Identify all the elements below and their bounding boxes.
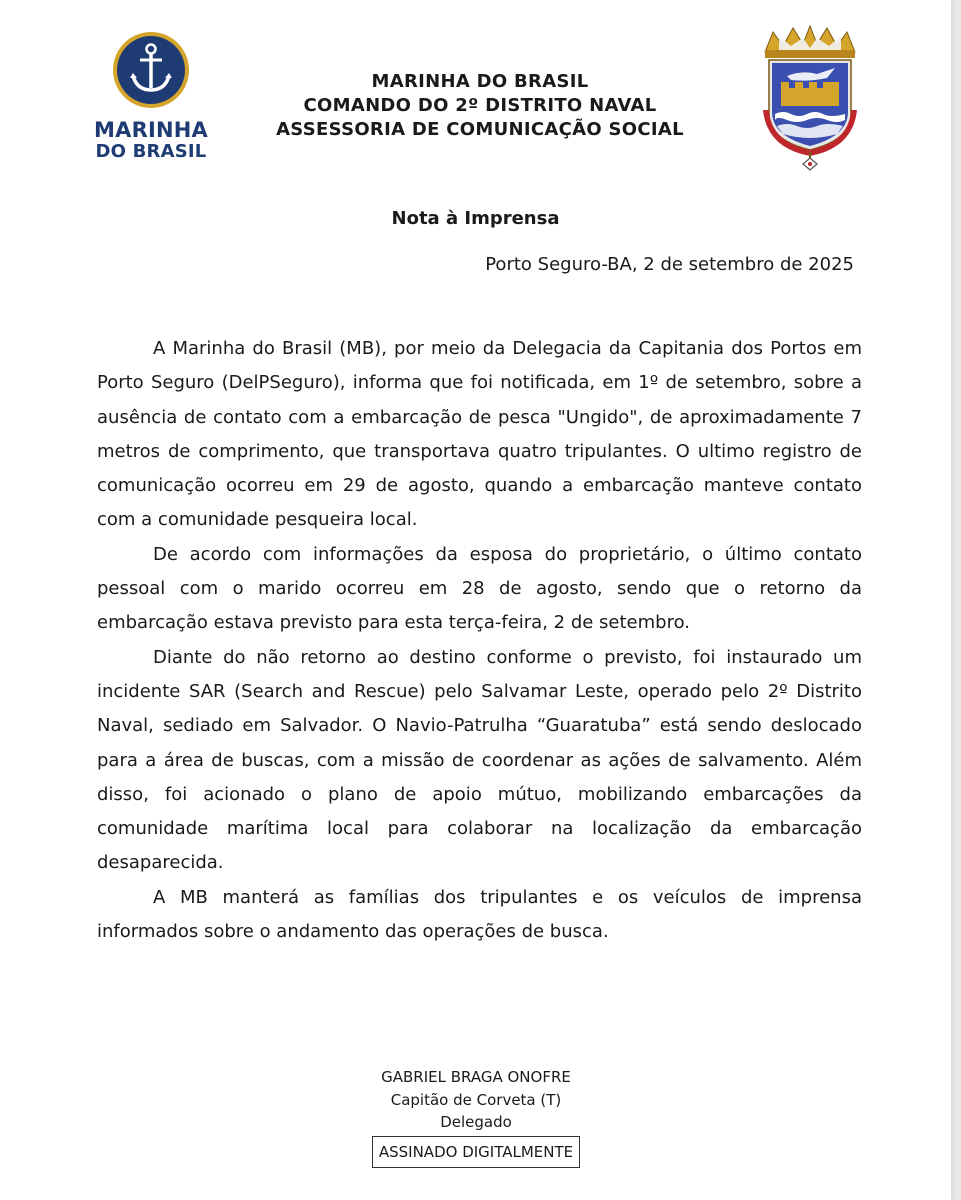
paragraph: De acordo com informações da esposa do proprietário, o último contato pessoal com o marido ocorreu em 28 de agosto, sendo que o retorno da embarcação estava previsto para esta terça-feira, 2 de setembro. (97, 543, 862, 634)
paragraph: Diante do não retorno ao destino conforme o previsto, foi instaurado um incidente SAR (Search and Rescue) pelo Salvamar Leste, operado pelo 2º Distrito Naval, sediado em Salvador. O Navio-Patrulha “Guaratuba” está sendo deslocado para a área de buscas, com a missão de coordenar as ações de salvamento. Além disso, foi acionado o plano de apoio mútuo, mobilizando embarcações da comunidade marítima local para colaborar na localização da embarcação desaparecida. (97, 646, 862, 874)
paragraph: A MB manterá as famílias dos tripulantes e os veículos de imprensa informados sobre o andamento das operações de busca. (97, 886, 862, 943)
letterhead (230, 70, 730, 142)
header-line1: MARINHA DO BRASIL (371, 71, 589, 92)
marinha-wordmark (92, 120, 210, 162)
digital-signature-stamp: ASSINADO DIGITALMENTE (372, 1136, 580, 1168)
signatory-name: GABRIEL BRAGA ONOFRE (381, 1068, 571, 1086)
paragraph: A Marinha do Brasil (MB), por meio da Delegacia da Capitania dos Portos em Porto Seguro (DelPSeguro), informa que foi notificada, em 1º de setembro, sobre a ausência de contato com a embarcação de pesca "Ungido", de aproximadamente 7 metros de comprimento, que transportava quatro tripulantes. O ultimo registro de comunicação ocorreu em 29 de agosto, quando a embarcação manteve contato com a comunidade pesqueira local. (97, 338, 862, 531)
place-and-date: Porto Seguro-BA, 2 de setembro de 2025 (485, 254, 854, 275)
signature-block (300, 1066, 652, 1168)
header-line2: COMANDO DO 2º DISTRITO NAVAL (303, 95, 657, 116)
anchor-seal-icon (111, 30, 191, 110)
marinha-logo (92, 30, 210, 162)
signatory-role: Delegado (440, 1113, 512, 1131)
wordmark-line2: DO BRASIL (95, 141, 207, 162)
press-note-body (97, 332, 862, 949)
note-title: Nota à Imprensa (391, 208, 560, 229)
coat-of-arms-icon (757, 24, 863, 172)
wordmark-line1: MARINHA (94, 118, 208, 142)
header-line3: ASSESSORIA DE COMUNICAÇÃO SOCIAL (276, 119, 684, 140)
signatory-rank: Capitão de Corveta (T) (390, 1090, 562, 1109)
